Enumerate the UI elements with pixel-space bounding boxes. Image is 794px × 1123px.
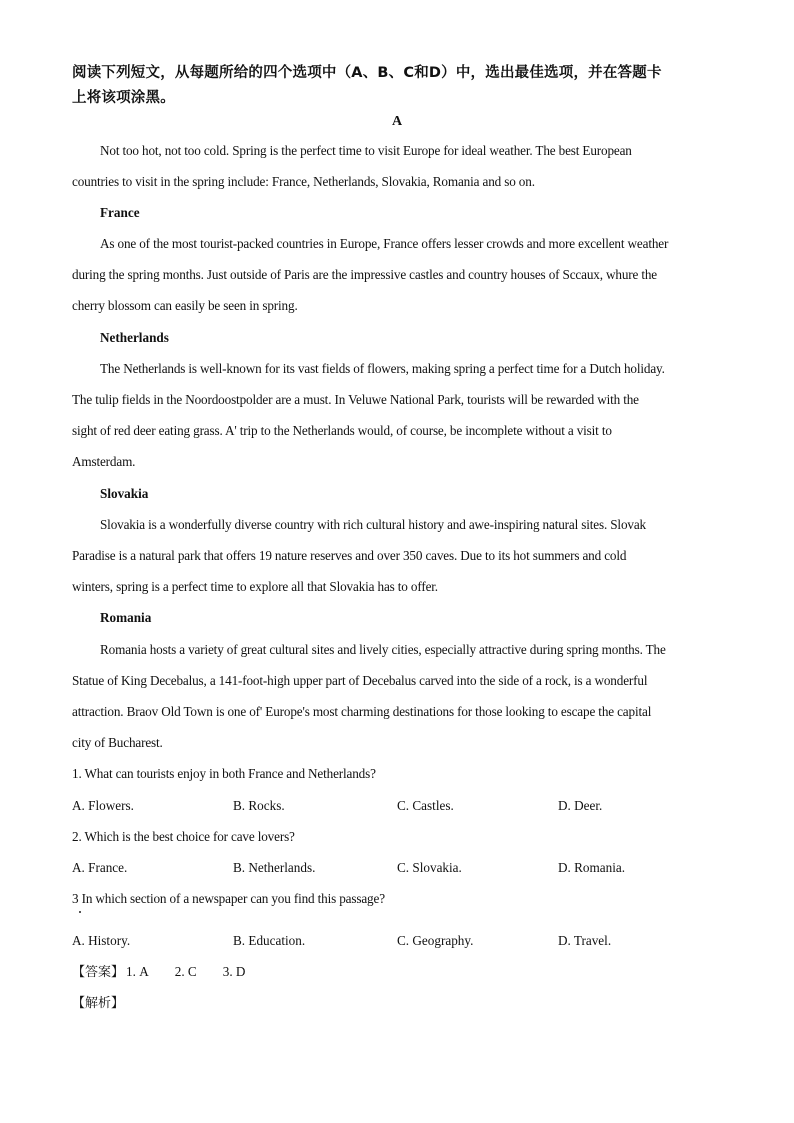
question-3-stem: 3 In which section of a newspaper can you find this passage?	[72, 891, 385, 906]
question-1-option-a: A. Flowers.	[72, 798, 134, 813]
slovakia-line-3: winters, spring is a perfect time to explore all that Slovakia has to offer.	[72, 579, 438, 594]
france-line-1: As one of the most tourist-packed countries in Europe, France offers lesser crowds and more excellent weather	[100, 236, 669, 251]
question-2-option-a: A. France.	[72, 860, 128, 875]
question-2-option-c: C. Slovakia.	[397, 860, 462, 875]
instruction-line-2: 上将该项涂黑。	[72, 90, 175, 106]
answer-item-3: 3. D	[222, 964, 246, 979]
analysis-label: 【解析】	[72, 996, 125, 1011]
analysis-line	[72, 993, 124, 1014]
question-3-option-c: C. Geography.	[397, 933, 474, 948]
france-line-3: cherry blossom can easily be seen in spring.	[72, 298, 298, 313]
question-1-option-d: D. Deer.	[558, 798, 603, 813]
instruction-line-1: 阅读下列短文，从每题所给的四个选项中（A、B、C和D）中，选出最佳选项，并在答题卡	[72, 65, 662, 81]
romania-line-2: Statue of King Decebalus, a 141-foot-high upper part of Decebalus carved into the side of a rock, is a wonderful	[72, 673, 648, 688]
answer-item-2: 2. C	[174, 964, 197, 979]
question-1-option-b: B. Rocks.	[233, 798, 285, 813]
slovakia-heading: Slovakia	[100, 486, 149, 501]
answer-label: 【答案】	[72, 965, 125, 980]
netherlands-line-3: sight of red deer eating grass. A' trip to the Netherlands would, of course, be incomplete without a visit to	[72, 423, 612, 438]
france-line-2: during the spring months. Just outside of Paris are the impressive castles and country houses of Sccaux, whure the	[72, 267, 658, 282]
question-3-option-d: D. Travel.	[558, 933, 612, 948]
intro-line-2: countries to visit in the spring include: France, Netherlands, Slovakia, Romania and so on.	[72, 174, 535, 189]
france-heading: France	[100, 205, 140, 220]
stray-mark	[79, 911, 81, 913]
netherlands-line-1: The Netherlands is well-known for its vast fields of flowers, making spring a perfect time for a Dutch holiday.	[100, 361, 665, 376]
question-3-option-b: B. Education.	[233, 933, 306, 948]
netherlands-heading: Netherlands	[100, 330, 169, 345]
netherlands-line-2: The tulip fields in the Noordoostpolder are a must. In Veluwe National Park, tourists will be rewarded with the	[72, 392, 639, 407]
question-2-option-d: D. Romania.	[558, 860, 626, 875]
romania-line-1: Romania hosts a variety of great cultural sites and lively cities, especially attractive during spring months. The	[100, 642, 666, 657]
romania-line-3: attraction. Braov Old Town is one of' Europe's most charming destinations for those looking to escape the capital	[72, 704, 652, 719]
answer-item-1: 1. A	[126, 964, 149, 979]
answer-line	[72, 962, 245, 983]
slovakia-line-2: Paradise is a natural park that offers 19 nature reserves and over 350 caves. Due to its hot summers and cold	[72, 548, 627, 563]
intro-line-1: Not too hot, not too cold. Spring is the perfect time to visit Europe for ideal weather. The best European	[100, 143, 632, 158]
section-letter: A	[391, 114, 403, 129]
question-1-stem: 1. What can tourists enjoy in both France and Netherlands?	[72, 766, 376, 781]
romania-heading: Romania	[100, 610, 152, 625]
question-2-stem: 2. Which is the best choice for cave lovers?	[72, 829, 295, 844]
question-3-option-a: A. History.	[72, 933, 131, 948]
question-1-option-c: C. Castles.	[397, 798, 454, 813]
question-2-option-b: B. Netherlands.	[233, 860, 316, 875]
romania-line-4: city of Bucharest.	[72, 735, 163, 750]
netherlands-line-4: Amsterdam.	[72, 454, 136, 469]
slovakia-line-1: Slovakia is a wonderfully diverse country with rich cultural history and awe-inspiring natural sites. Slovak	[100, 517, 646, 532]
